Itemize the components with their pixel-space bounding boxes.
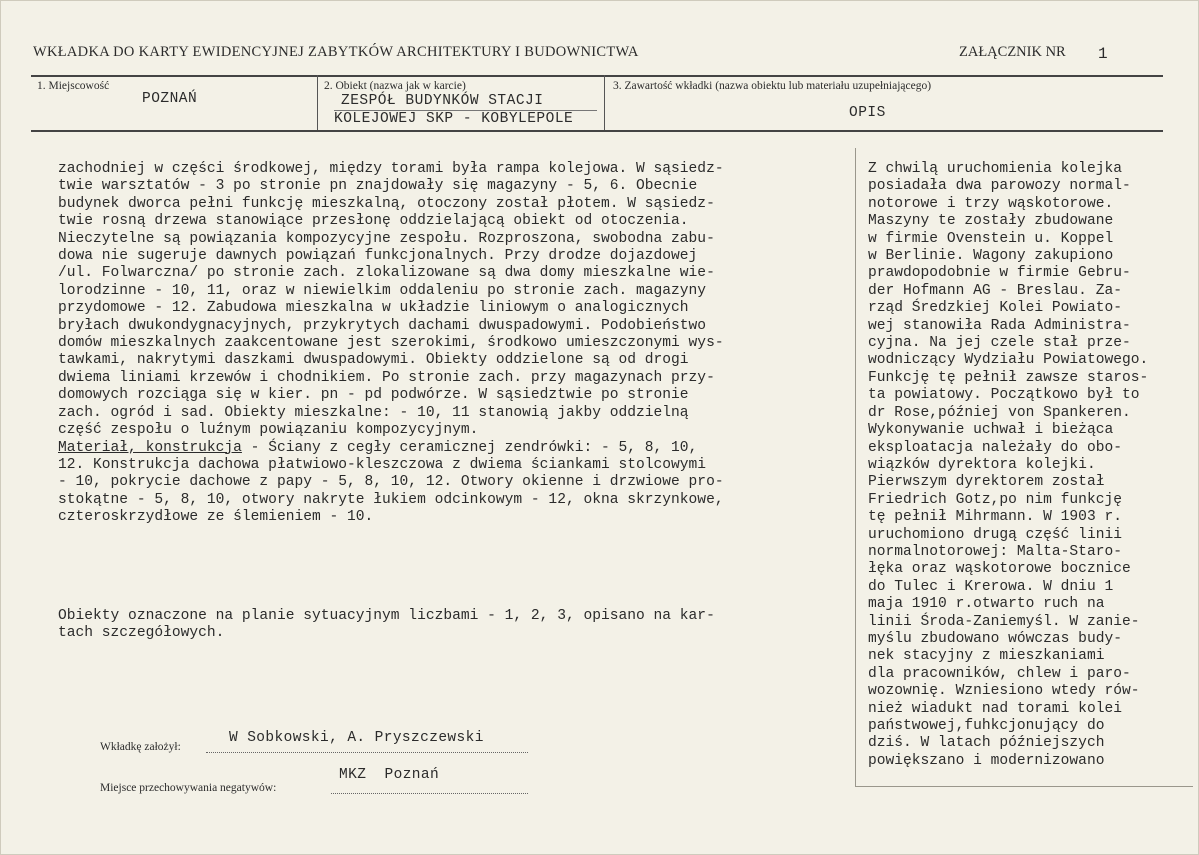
text-line: prawdopodobnie w firmie Gebru-: [868, 265, 1131, 282]
text-line: uruchomiono drugą część linii: [868, 526, 1122, 543]
attachment-number: 1: [1098, 45, 1108, 63]
text-line: - Ściany z cegły ceramicznej zendrówki: - 5, 8, 10,: [241, 439, 698, 456]
text-line: w Berlinie. Wagony zakupiono: [868, 248, 1114, 265]
text-line: eksploatacja należały do obo-: [868, 439, 1122, 456]
text-line: myślu zbudowano wówczas budy-: [868, 630, 1122, 647]
text-line: normalnotorowej: Malta-Staro-: [868, 543, 1122, 560]
text-line: wej stanowiła Rada Administra-: [868, 317, 1131, 334]
text-line: Maszyny te zostały zbudowane: [868, 213, 1114, 230]
text-line: maja 1910 r.otwarto ruch na: [868, 596, 1105, 613]
text-line: dr Rose,później von Spankeren.: [868, 404, 1131, 421]
text-line: nek stacyjny z mieszkaniami: [868, 648, 1105, 665]
text-line: tawkami, nakrytymi daszkami dwuspadowymi. Obiekty oddzielone są od drogi: [58, 352, 689, 369]
founder-value: W Sobkowski, A. Pryszczewski: [229, 730, 484, 746]
field-divider-2: [604, 75, 605, 130]
text-line: budynek dworca pełni funkcję mieszkalną, otoczony został płotem. W sąsiedz-: [58, 195, 715, 212]
text-line: Nieczytelne są powiązania kompozycyjne zespołu. Rozproszona, swobodna zabu-: [58, 230, 715, 247]
attachment-label: ZAŁĄCZNIK NR: [959, 44, 1066, 60]
text-line: 12. Konstrukcja dachowa płatwiowo-kleszczowa z dwiema ściankami stolcowymi: [58, 456, 707, 473]
text-line: - 10, pokrycie dachowe z papy - 5, 8, 10, 12. Otwory okienne i drzwiowe pro-: [58, 474, 724, 491]
text-line: w firmie Ovenstein u. Koppel: [868, 230, 1114, 247]
material-heading: Materiał, konstrukcja: [58, 439, 242, 456]
content-label: 3. Zawartość wkładki (nazwa obiektu lub materiału uzupełniającego): [613, 80, 932, 92]
text-line: dla pracowników, chlew i paro-: [868, 665, 1131, 682]
right-column-border: [855, 148, 856, 786]
header-rule-top: [31, 75, 1163, 77]
place-label: 1. Miejscowość: [37, 80, 110, 92]
note-text: [58, 608, 848, 643]
text-line: notorowe i trzy wąskotorowe.: [868, 195, 1114, 212]
text-line: wodniczący Wydziału Powiatowego.: [868, 352, 1149, 369]
text-line: zach. ogród i sad. Obiekty mieszkalne: - 10, 11 stanowią jakby oddzielną: [58, 404, 689, 421]
founder-label: Wkładkę założył:: [100, 741, 181, 753]
storage-label: Miejsce przechowywania negatywów:: [100, 782, 277, 794]
text-line: twie warsztatów - 3 po stronie pn znajdowały się magazyny - 5, 6. Obecnie: [58, 178, 698, 195]
text-line: nież wiadukt nad torami kolei: [868, 700, 1122, 717]
text-line: twie rosną drzewa stanowiące przesłonę oddzielającą obiekt od otoczenia.: [58, 213, 689, 230]
object-value-line-1: ZESPÓŁ BUDYNKÓW STACJI: [341, 93, 544, 109]
text-line: dziś. W latach późniejszych: [868, 735, 1105, 752]
text-line: dowa nie sugeruje dawnych powiązań funkcjonalnych. Przy drodze dojazdowej: [58, 248, 698, 265]
text-line: przydomowe - 12. Zabudowa mieszkalna w układzie liniowym o analogicznych: [58, 300, 689, 317]
text-line: Obiekty oznaczone na planie sytuacyjnym liczbami - 1, 2, 3, opisano na kar-: [58, 608, 715, 624]
text-line: tę pełnił Mihrmann. W 1903 r.: [868, 509, 1122, 526]
material-first-line: [58, 440, 848, 457]
text-line: lorodzinne - 10, 11, oraz w niewielkim oddaleniu po stronie zach. magazyny: [58, 282, 707, 299]
card-title: WKŁADKA DO KARTY EWIDENCYJNEJ ZABYTKÓW ARCHITEKTURY I BUDOWNICTWA: [33, 44, 639, 60]
text-line: łęka oraz wąskotorowe bocznice: [868, 561, 1131, 578]
field-divider-1: [317, 75, 318, 130]
text-line: czteroskrzydłowe ze ślemieniem - 10.: [58, 509, 374, 526]
place-value: POZNAŃ: [142, 91, 198, 107]
text-line: rząd Średzkiej Kolei Powiato-: [868, 300, 1122, 317]
text-line: wiązków dyrektora kolejki.: [868, 456, 1096, 473]
text-line: Z chwilą uruchomienia kolejka: [868, 161, 1122, 177]
object-value-line-2: KOLEJOWEJ SKP - KOBYLEPOLE: [334, 111, 574, 127]
description-text: [58, 161, 848, 527]
text-line: cyjna. Na jej czele stał prze-: [868, 335, 1131, 352]
text-line: posiadała dwa parowozy normal-: [868, 178, 1131, 195]
text-line: Pierwszym dyrektorem został: [868, 474, 1105, 491]
history-text: [868, 161, 1193, 770]
storage-value: MKZ Poznań: [339, 767, 440, 783]
text-line: państwowej,fuhkcjonujący do: [868, 718, 1105, 734]
text-line: powiększano i modernizowano: [868, 752, 1105, 769]
text-line: linii Środa-Zaniemyśl. W zanie-: [868, 613, 1140, 630]
storage-line: [331, 792, 528, 794]
text-line: Wykonywanie uchwał i bieżąca: [868, 422, 1114, 439]
text-line: der Hofmann AG - Breslau. Za-: [868, 282, 1122, 299]
right-column-border-bottom: [855, 786, 1193, 787]
text-line: stokątne - 5, 8, 10, otwory nakryte łukiem odcinkowym - 12, okna skrzynkowe,: [58, 491, 724, 508]
text-line: do Tulec i Krerowa. W dniu 1: [868, 578, 1114, 595]
text-line: /ul. Folwarczna/ po stronie zach. zlokalizowane są dwa domy mieszkalne wie-: [58, 265, 715, 282]
text-line: wozownię. Wzniesiono wtedy rów-: [868, 683, 1140, 700]
text-line: bryłach dwukondygnacyjnych, przykrytych dachami dwuspadowymi. Podobieństwo: [58, 317, 707, 334]
text-line: tach szczegółowych.: [58, 625, 225, 642]
text-line: Funkcję tę pełnił zawsze staros-: [868, 369, 1149, 386]
text-line: domowych rozciąga się w kier. pn - pd podwórze. W sąsiedztwie po stronie: [58, 387, 689, 404]
founder-line: [206, 751, 528, 753]
text-line: domów mieszkalnych zaakcentowane jest szerokimi, środkowo umieszczonymi wys-: [58, 335, 724, 352]
text-line: dwiema liniami krzewów i chodnikiem. Po stronie zach. przy magazynach przy-: [58, 369, 715, 386]
object-label: 2. Obiekt (nazwa jak w karcie): [324, 80, 466, 92]
header-rule-bottom: [31, 130, 1163, 132]
text-line: ta powiatowy. Początkowo był to: [868, 387, 1140, 404]
text-line: część zespołu o luźnym powiązaniu kompozycyjnym.: [58, 422, 479, 439]
text-line: zachodniej w części środkowej, między torami była rampa kolejowa. W sąsiedz-: [58, 161, 724, 177]
text-line: Friedrich Gotz,po nim funkcję: [868, 491, 1122, 508]
content-value: OPIS: [849, 105, 886, 121]
